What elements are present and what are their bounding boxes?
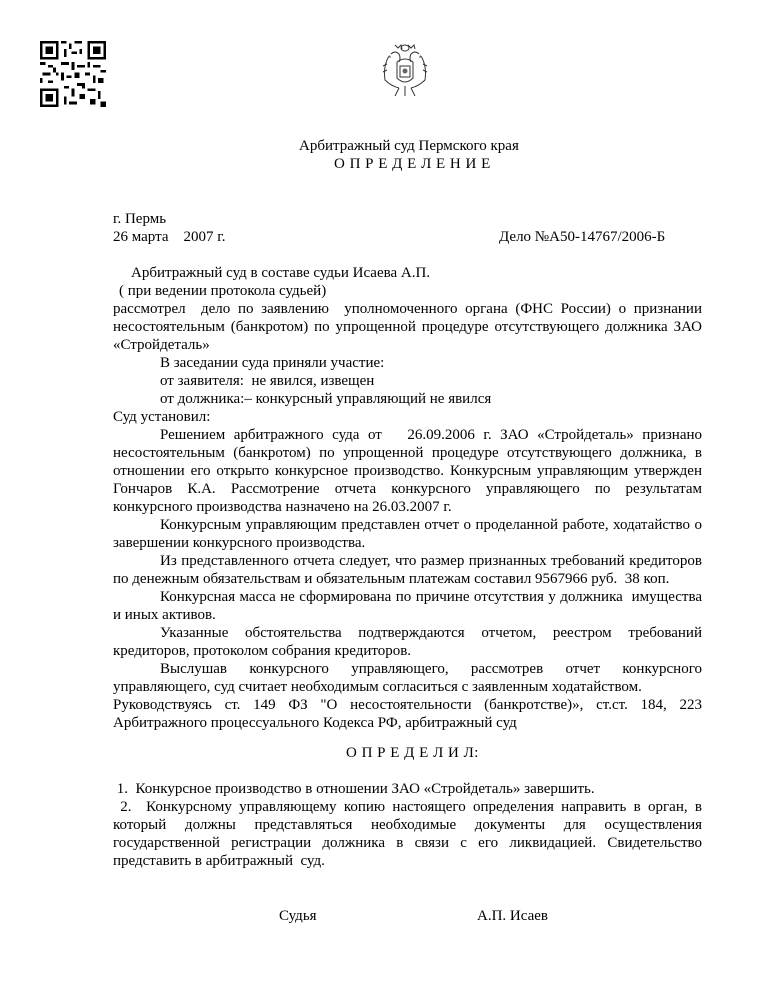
body-line: управляющего, суд считает необходимым согласиться с заявленным ходатайством.	[113, 679, 642, 695]
body-line: Арбитражного процессуального Кодекса РФ, арбитражный суд	[113, 715, 517, 731]
body-line: и иных активов.	[113, 607, 216, 623]
body-line: несостоятельным (банкротом) по упрощенной процедуре отсутствующего должника, в	[113, 445, 702, 461]
body-line: от заявителя: не явился, извещен	[160, 373, 375, 389]
body-line: «Стройдеталь»	[113, 337, 210, 353]
city: г. Пермь	[113, 211, 167, 227]
signature-title: Судья	[279, 908, 317, 924]
ruling-item: государственной регистрации должника в связи с его ликвидацией. Свидетельство	[113, 835, 702, 851]
body-line: Конкурсным управляющим представлен отчет о проделанной работе, ходатайство о	[160, 517, 702, 533]
ruling-heading: О П Р Е Д Е Л И Л:	[346, 745, 479, 761]
body-line: конкурсного производства назначено на 26.03.2007 г.	[113, 499, 452, 515]
body-line: Указанные обстоятельства подтверждаются отчетом, реестром требований	[160, 625, 702, 641]
body-line: от должника:– конкурсный управляющий не явился	[160, 391, 492, 407]
ruling-item: 2. Конкурсному управляющему копию настоящего определения направить в орган, в	[113, 799, 702, 815]
body-line: рассмотрел дело по заявлению уполномоченного органа (ФНС России) о признании	[113, 301, 702, 317]
signature-name: А.П. Исаев	[477, 908, 548, 924]
body-line: Конкурсная масса не сформирована по причине отсутствия у должника имущества	[160, 589, 702, 605]
document-type-heading: О П Р Е Д Е Л Е Н И Е	[334, 156, 491, 172]
body-line: завершении конкурсного производства.	[113, 535, 366, 551]
body-line: В заседании суда приняли участие:	[160, 355, 385, 371]
body-line: Из представленного отчета следует, что размер признанных требований кредиторов	[160, 553, 702, 569]
body-line: отношении его открыто конкурсное производство. Конкурсным управляющим утвержден	[113, 463, 702, 479]
body-line: Руководствуясь ст. 149 ФЗ "О несостоятельности (банкротстве)», ст.ст. 184, 223	[113, 697, 702, 713]
body-line: несостоятельным (банкротом) по упрощенной процедуре отсутствующего должника ЗАО	[113, 319, 702, 335]
document-date: 26 марта 2007 г.	[113, 229, 226, 245]
body-line: Выслушав конкурсного управляющего, рассмотрев отчет конкурсного	[160, 661, 702, 677]
court-name: Арбитражный суд Пермского края	[299, 138, 519, 154]
coat-of-arms-icon	[381, 42, 429, 100]
body-line: кредиторов, протоколом собрания кредиторов.	[113, 643, 412, 659]
body-line: Гончаров К.А. Рассмотрение отчета конкурсного управляющего по результатам	[113, 481, 702, 497]
body-line: Суд установил:	[113, 409, 211, 425]
body-line: ( при ведении протокола судьей)	[119, 283, 327, 299]
ruling-item: 1. Конкурсное производство в отношении ЗАО «Стройдеталь» завершить.	[113, 781, 595, 797]
qr-code	[40, 41, 106, 107]
ruling-item: который должны представляться необходимые документы для осуществления	[113, 817, 702, 833]
ruling-item: представить в арбитражный суд.	[113, 853, 325, 869]
body-line: Арбитражный суд в составе судьи Исаева А.П.	[131, 265, 431, 281]
body-line: по денежным обязательствам и обязательным платежам составил 9567966 руб. 38 коп.	[113, 571, 670, 587]
body-line: Решением арбитражного суда от 26.09.2006 г. ЗАО «Стройдеталь» признано	[160, 427, 702, 443]
case-number: Дело №А50-14767/2006-Б	[499, 229, 666, 245]
